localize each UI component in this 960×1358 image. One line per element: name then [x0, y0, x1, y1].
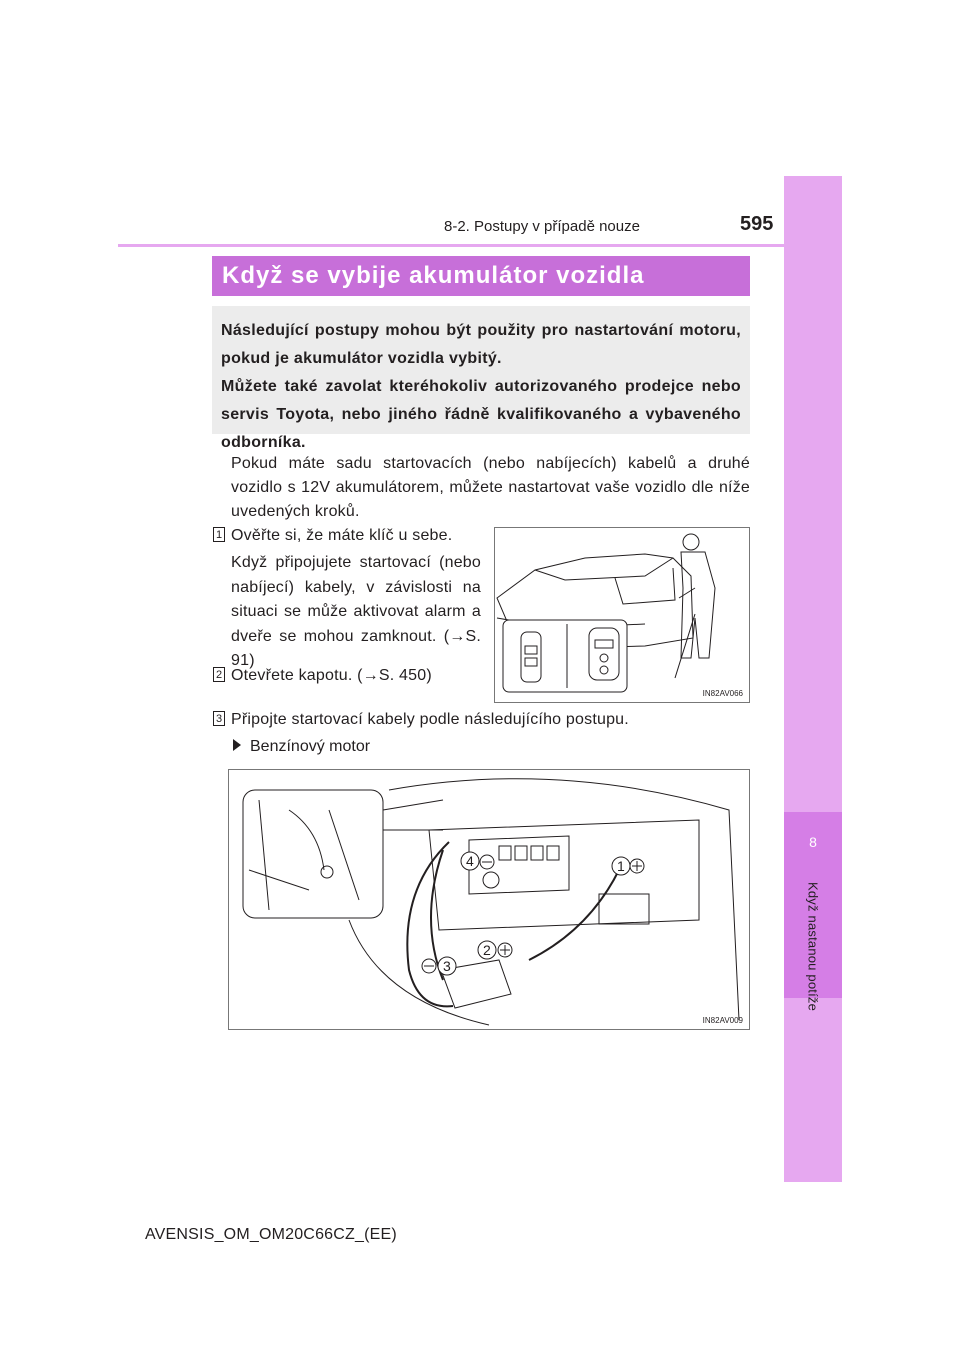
figure-code: IN82AV009 — [702, 1016, 743, 1025]
callout-2: 2 — [483, 942, 491, 958]
figure-jump-start — [228, 769, 750, 1030]
polarity-symbols — [422, 855, 644, 973]
step-2-text: Otevřete kapotu. (→S. 450) — [231, 667, 432, 684]
step-1-text: Ověřte si, že máte klíč u sebe. — [231, 527, 453, 544]
step-1-note: Když připojujete startovací (nebo nabíjecí) kabely, v závislosti na situaci se může aktivovat alarm a dveře se mohou zamknout. (→S. 91) — [231, 554, 481, 669]
chapter-title: Když nastanou potíže — [805, 882, 821, 1012]
step-number-1: 1 — [213, 527, 225, 542]
figure-person-with-key — [494, 527, 750, 703]
callout-1: 1 — [617, 858, 625, 874]
intro-text-2: Můžete také zavolat kteréhokoliv autorizovaného prodejce nebo servis Toyota, nebo jiného řádně kvalifikovaného a vybaveného odborníka. — [221, 378, 741, 451]
step-number-3: 3 — [213, 711, 225, 726]
chapter-side-tab — [784, 176, 842, 1182]
callout-4: 4 — [466, 853, 474, 869]
engine-bay-illustration — [229, 770, 749, 1029]
section-label: 8-2. Postupy v případě nouze — [444, 218, 640, 235]
triangle-bullet-icon — [233, 739, 241, 751]
intro-text-1: Následující postupy mohou být použity pro nastartování motoru, pokud je akumulátor vozidla vybitý. — [221, 322, 741, 367]
page-number: 595 — [740, 213, 774, 235]
header-rule — [118, 244, 784, 247]
car-and-key-illustration — [495, 528, 749, 702]
section-title: Když se vybije akumulátor vozidla — [212, 256, 750, 296]
intro-paragraph: Pokud máte sadu startovacích (nebo nabíjecích) kabelů a druhé vozidlo s 12V akumulátorem, můžete nastartovat vaše vozidlo dle níže uvedených kroků. — [231, 455, 750, 520]
document-footer: AVENSIS_OM_OM20C66CZ_(EE) — [145, 1226, 397, 1243]
chapter-number: 8 — [809, 834, 817, 850]
bullet-text: Benzínový motor — [250, 738, 371, 755]
step-number-2: 2 — [213, 667, 225, 682]
bullet-item — [233, 738, 370, 756]
callout-3: 3 — [443, 958, 451, 974]
step-3-text: Připojte startovací kabely podle následujícího postupu. — [231, 711, 629, 728]
intro-box — [212, 306, 750, 451]
figure-code: IN82AV066 — [702, 689, 743, 698]
